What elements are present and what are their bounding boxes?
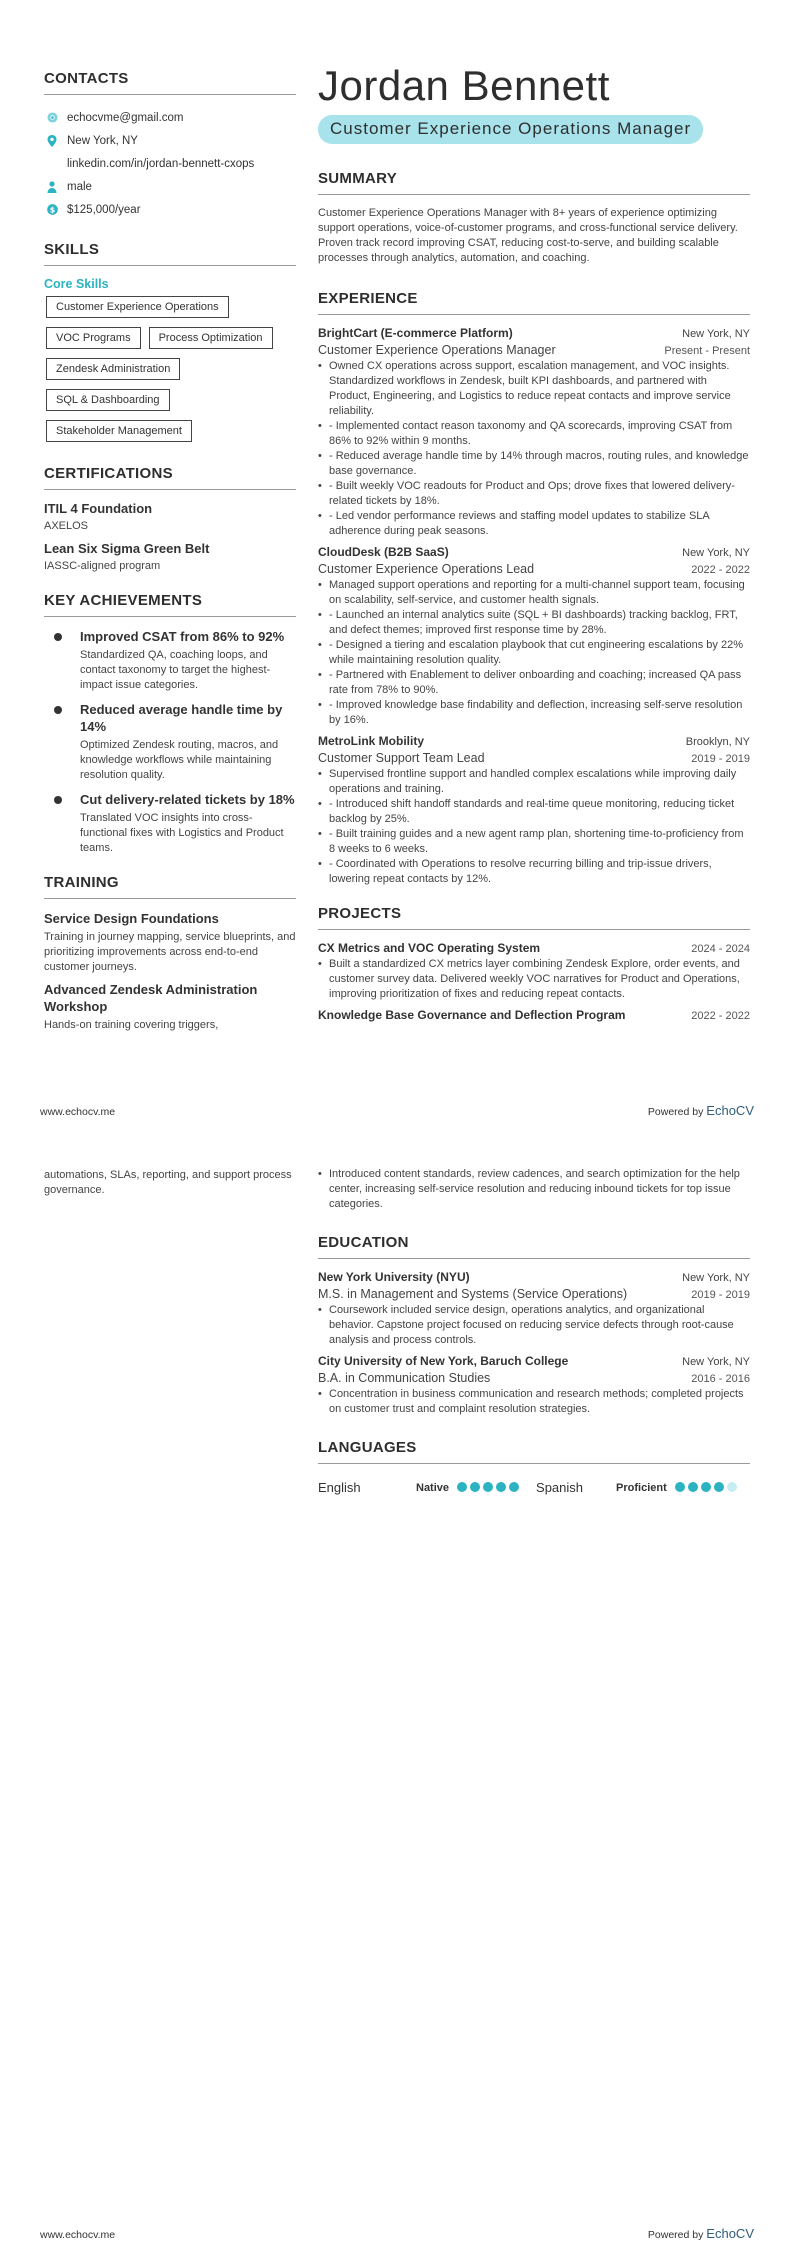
training-desc-continued: automations, SLAs, reporting, and support process governance. — [44, 1169, 292, 1196]
job-company: CloudDesk (B2B SaaS) — [318, 545, 449, 559]
language-rating — [457, 1480, 522, 1495]
certification-item — [44, 501, 296, 532]
achievement-title: Improved CSAT from 86% to 92% — [80, 629, 285, 644]
cert-name: Lean Six Sigma Green Belt — [44, 541, 210, 556]
footer-powered — [648, 1103, 754, 1118]
job-bullet: • - Partnered with Enablement to deliver onboarding and coaching; increased QA pass rate from 78% to 90%. — [318, 668, 750, 698]
language-level: Native — [416, 1481, 450, 1494]
contact-gender — [44, 175, 296, 198]
cert-org: IASSC-aligned program — [44, 560, 161, 572]
job-bullet: • - Reduced average handle time by 14% through macros, routing rules, and knowledge base governance. — [318, 449, 750, 479]
training-title: Advanced Zendesk Administration Workshop — [44, 982, 258, 1014]
language-list — [318, 1480, 750, 1495]
rating-dot-filled — [509, 1482, 519, 1492]
school-name: City University of New York, Baruch College — [318, 1354, 569, 1368]
project-bullets — [318, 1167, 750, 1212]
contacts-section — [44, 70, 296, 221]
job-location: New York, NY — [682, 328, 750, 340]
job-bullets — [318, 359, 750, 539]
achievements-section — [44, 592, 296, 856]
rating-dot-filled — [714, 1482, 724, 1492]
skill-tag: Process Optimization — [149, 327, 273, 349]
rating-dot-filled — [496, 1482, 506, 1492]
rating-dot-filled — [701, 1482, 711, 1492]
footer-powered-text: Powered by — [647, 2229, 704, 2241]
job-bullet: • - Coordinated with Operations to resolve recurring billing and trip-issue drivers, lowering repeat contacts by 12%. — [318, 857, 750, 887]
contact-linkedin[interactable] — [44, 152, 296, 175]
right-column-continued — [318, 1165, 750, 1495]
skills-heading: SKILLS — [44, 241, 296, 266]
achievement-desc: Translated VOC insights into cross-functional fixes with Logistics and Product teams. — [80, 812, 284, 854]
contact-email-text: echocvme@gmail.com — [67, 111, 184, 124]
achievements-heading: KEY ACHIEVEMENTS — [44, 592, 296, 617]
summary-heading: SUMMARY — [318, 170, 750, 195]
candidate-title-badge: Customer Experience Operations Manager — [318, 115, 703, 144]
education-bullets — [318, 1303, 750, 1348]
education-dates: 2016 - 2016 — [691, 1373, 750, 1385]
svg-text:$: $ — [49, 205, 55, 215]
summary-section — [318, 170, 750, 266]
certifications-section — [44, 465, 296, 572]
job-title: Customer Experience Operations Manager — [318, 343, 556, 357]
skill-tags — [44, 296, 296, 451]
education-dates: 2019 - 2019 — [691, 1289, 750, 1301]
contact-salary — [44, 198, 296, 221]
job-location: New York, NY — [682, 547, 750, 559]
footer-site-link[interactable]: www.echocv.me — [40, 2229, 116, 2241]
location-pin-icon — [44, 135, 60, 147]
footer-brand-logo[interactable]: EchoCV — [706, 2226, 754, 2241]
job-bullet: • Supervised frontline support and handled complex escalations while improving daily operations and training. — [318, 767, 750, 797]
education-bullet: • Concentration in business communication and research methods; completed projects on customer trust and complaint resolution strategies. — [318, 1387, 750, 1417]
email-icon — [44, 112, 60, 123]
education-heading: EDUCATION — [318, 1234, 750, 1259]
job-title: Customer Experience Operations Lead — [318, 562, 535, 576]
candidate-name: Jordan Bennett — [318, 62, 610, 109]
contact-linkedin-text: linkedin.com/in/jordan-bennett-cxops — [67, 157, 255, 170]
project-name: Knowledge Base Governance and Deflection Program — [318, 1008, 626, 1022]
contact-location-text: New York, NY — [67, 134, 138, 147]
job-bullets — [318, 767, 750, 887]
bullet-dot-icon — [44, 701, 80, 783]
project-bullets — [318, 957, 750, 1002]
project-bullet: • Introduced content standards, review cadences, and search optimization for the help center, increasing self-service resolution and reducing inbound tickets for top issue categories. — [318, 1167, 750, 1212]
training-desc: Training in journey mapping, service blueprints, and prioritizing improvements across end-to-end customer journeys. — [44, 931, 296, 973]
achievement-item — [44, 628, 296, 693]
project-entry — [318, 941, 750, 1002]
job-bullet: • - Improved knowledge base findability and deflection, increasing self-serve resolution by 16%. — [318, 698, 750, 728]
language-level: Proficient — [616, 1481, 667, 1494]
job-bullet: • - Launched an internal analytics suite (SQL + BI dashboards) tracking backlog, FRT, and defect themes; improved first response time by 28%. — [318, 608, 750, 638]
footer-powered-text: Powered by — [647, 1106, 704, 1118]
rating-dot-filled — [483, 1482, 493, 1492]
achievement-title: Reduced average handle time by 14% — [80, 702, 283, 734]
job-dates: 2022 - 2022 — [691, 564, 750, 576]
job-bullet: • - Designed a tiering and escalation playbook that cut engineering escalations by 22% while maintaining resolution quality. — [318, 638, 750, 668]
skill-tag: VOC Programs — [46, 327, 141, 349]
bullet-dot-icon — [44, 628, 80, 693]
achievement-desc: Standardized QA, coaching loops, and contact taxonomy to target the highest-impact issue categories. — [80, 649, 271, 691]
skills-section — [44, 241, 296, 451]
skill-tag: Zendesk Administration — [46, 358, 180, 380]
training-desc: Hands-on training covering triggers, — [44, 1019, 219, 1031]
languages-heading: LANGUAGES — [318, 1439, 750, 1464]
experience-heading: EXPERIENCE — [318, 290, 750, 315]
project-entry — [318, 1008, 750, 1022]
project-dates: 2022 - 2022 — [691, 1010, 750, 1022]
project-bullet: • Built a standardized CX metrics layer combining Zendesk Explore, order events, and customer survey data. Delivered weekly VOC narratives for Product and Operations, improving prioritization of fixes and reducing repeat contacts. — [318, 957, 750, 1002]
school-location: New York, NY — [682, 1356, 750, 1368]
projects-section — [318, 905, 750, 1022]
left-column — [44, 70, 296, 1039]
education-bullet: • Coursework included service design, operations analytics, and organizational behavior. Capstone project focused on reducing service defects through root-cause analysis and process controls. — [318, 1303, 750, 1348]
summary-text: Customer Experience Operations Manager with 8+ years of experience optimizing support operations, voice-of-customer programs, and cross-functional service delivery. Proven track record improving CSAT, reducing cost-to-serve, and building scalable processes through analytics, automation, and coaching. — [318, 207, 738, 264]
job-entry — [318, 326, 750, 539]
job-dates: 2019 - 2019 — [691, 753, 750, 765]
training-item — [44, 910, 296, 975]
rating-dot-filled — [688, 1482, 698, 1492]
job-bullet: • - Built training guides and a new agent ramp plan, shortening time-to-proficiency from 8 weeks to 6 weeks. — [318, 827, 750, 857]
degree: M.S. in Management and Systems (Service Operations) — [318, 1287, 628, 1301]
contact-location — [44, 129, 296, 152]
contact-salary-text: $125,000/year — [67, 203, 141, 216]
achievement-title: Cut delivery-related tickets by 18% — [80, 792, 295, 807]
school-name: New York University (NYU) — [318, 1270, 470, 1284]
job-entry — [318, 545, 750, 728]
footer-powered — [648, 2226, 754, 2241]
job-company: MetroLink Mobility — [318, 734, 424, 748]
experience-section — [318, 290, 750, 887]
dollar-icon — [44, 204, 60, 215]
job-bullets — [318, 578, 750, 728]
contacts-heading: CONTACTS — [44, 70, 296, 95]
job-bullet: • - Led vendor performance reviews and staffing model updates to stabilize SLA adherence during peak seasons. — [318, 509, 750, 539]
cert-org: AXELOS — [44, 520, 89, 532]
education-entry — [318, 1354, 750, 1417]
job-bullet: • Managed support operations and reporting for a multi-channel support team, focusing on scalability, self-service, and customer health signals. — [318, 578, 750, 608]
projects-heading: PROJECTS — [318, 905, 750, 930]
language-rating — [675, 1480, 740, 1495]
job-location: Brooklyn, NY — [685, 736, 750, 748]
achievement-item — [44, 701, 296, 783]
certifications-heading: CERTIFICATIONS — [44, 465, 296, 490]
footer-brand-logo[interactable]: EchoCV — [706, 1103, 754, 1118]
training-section — [44, 874, 296, 1033]
education-section — [318, 1234, 750, 1417]
rating-dot-filled — [675, 1482, 685, 1492]
job-bullet: • Owned CX operations across support, escalation management, and VOC insights. Standardized workflows in Zendesk, built KPI dashboards, and partnered with Product, Engineering, and Logistics to reduce repeat contacts and improve service reliability. — [318, 359, 750, 419]
achievement-desc: Optimized Zendesk routing, macros, and knowledge workflows while maintaining resolution quality. — [80, 739, 279, 781]
resume-page-2 — [0, 1123, 794, 2246]
project-dates: 2024 - 2024 — [691, 943, 750, 955]
job-bullet: • - Built weekly VOC readouts for Product and Ops; drove fixes that lowered delivery-related tickets by 18%. — [318, 479, 750, 509]
rating-dot-filled — [457, 1482, 467, 1492]
skills-category: Core Skills — [44, 277, 109, 291]
training-title: Service Design Foundations — [44, 911, 219, 926]
rating-dot-filled — [470, 1482, 480, 1492]
skill-tag: Stakeholder Management — [46, 420, 192, 442]
project-name: CX Metrics and VOC Operating System — [318, 941, 541, 955]
job-dates: Present - Present — [664, 345, 750, 357]
language-name: English — [318, 1480, 361, 1495]
training-item — [44, 981, 296, 1033]
right-column — [318, 52, 750, 1028]
job-bullet: • - Implemented contact reason taxonomy and QA scorecards, improving CSAT from 86% to 92% within 9 months. — [318, 419, 750, 449]
page-footer — [40, 2226, 754, 2241]
certification-item — [44, 541, 296, 572]
contact-email[interactable] — [44, 106, 296, 129]
languages-section — [318, 1439, 750, 1495]
school-location: New York, NY — [682, 1272, 750, 1284]
left-column-continued — [44, 1165, 296, 1204]
rating-dot-empty — [727, 1482, 737, 1492]
cert-name: ITIL 4 Foundation — [44, 501, 153, 516]
skill-tag: SQL & Dashboarding — [46, 389, 170, 411]
skill-tag: Customer Experience Operations — [46, 296, 229, 318]
contact-gender-text: male — [67, 180, 92, 193]
language-name: Spanish — [536, 1480, 584, 1495]
achievement-item — [44, 791, 296, 856]
education-bullets — [318, 1387, 750, 1417]
education-entry — [318, 1270, 750, 1348]
job-bullet: • - Introduced shift handoff standards and real-time queue monitoring, reducing ticket backlog by 25%. — [318, 797, 750, 827]
bullet-dot-icon — [44, 791, 80, 856]
page-footer — [40, 1103, 754, 1118]
training-heading: TRAINING — [44, 874, 296, 899]
person-icon — [44, 181, 60, 193]
degree: B.A. in Communication Studies — [318, 1371, 491, 1385]
job-company: BrightCart (E-commerce Platform) — [318, 326, 513, 340]
job-title: Customer Support Team Lead — [318, 751, 485, 765]
job-entry — [318, 734, 750, 887]
footer-site-link[interactable]: www.echocv.me — [40, 1106, 116, 1118]
